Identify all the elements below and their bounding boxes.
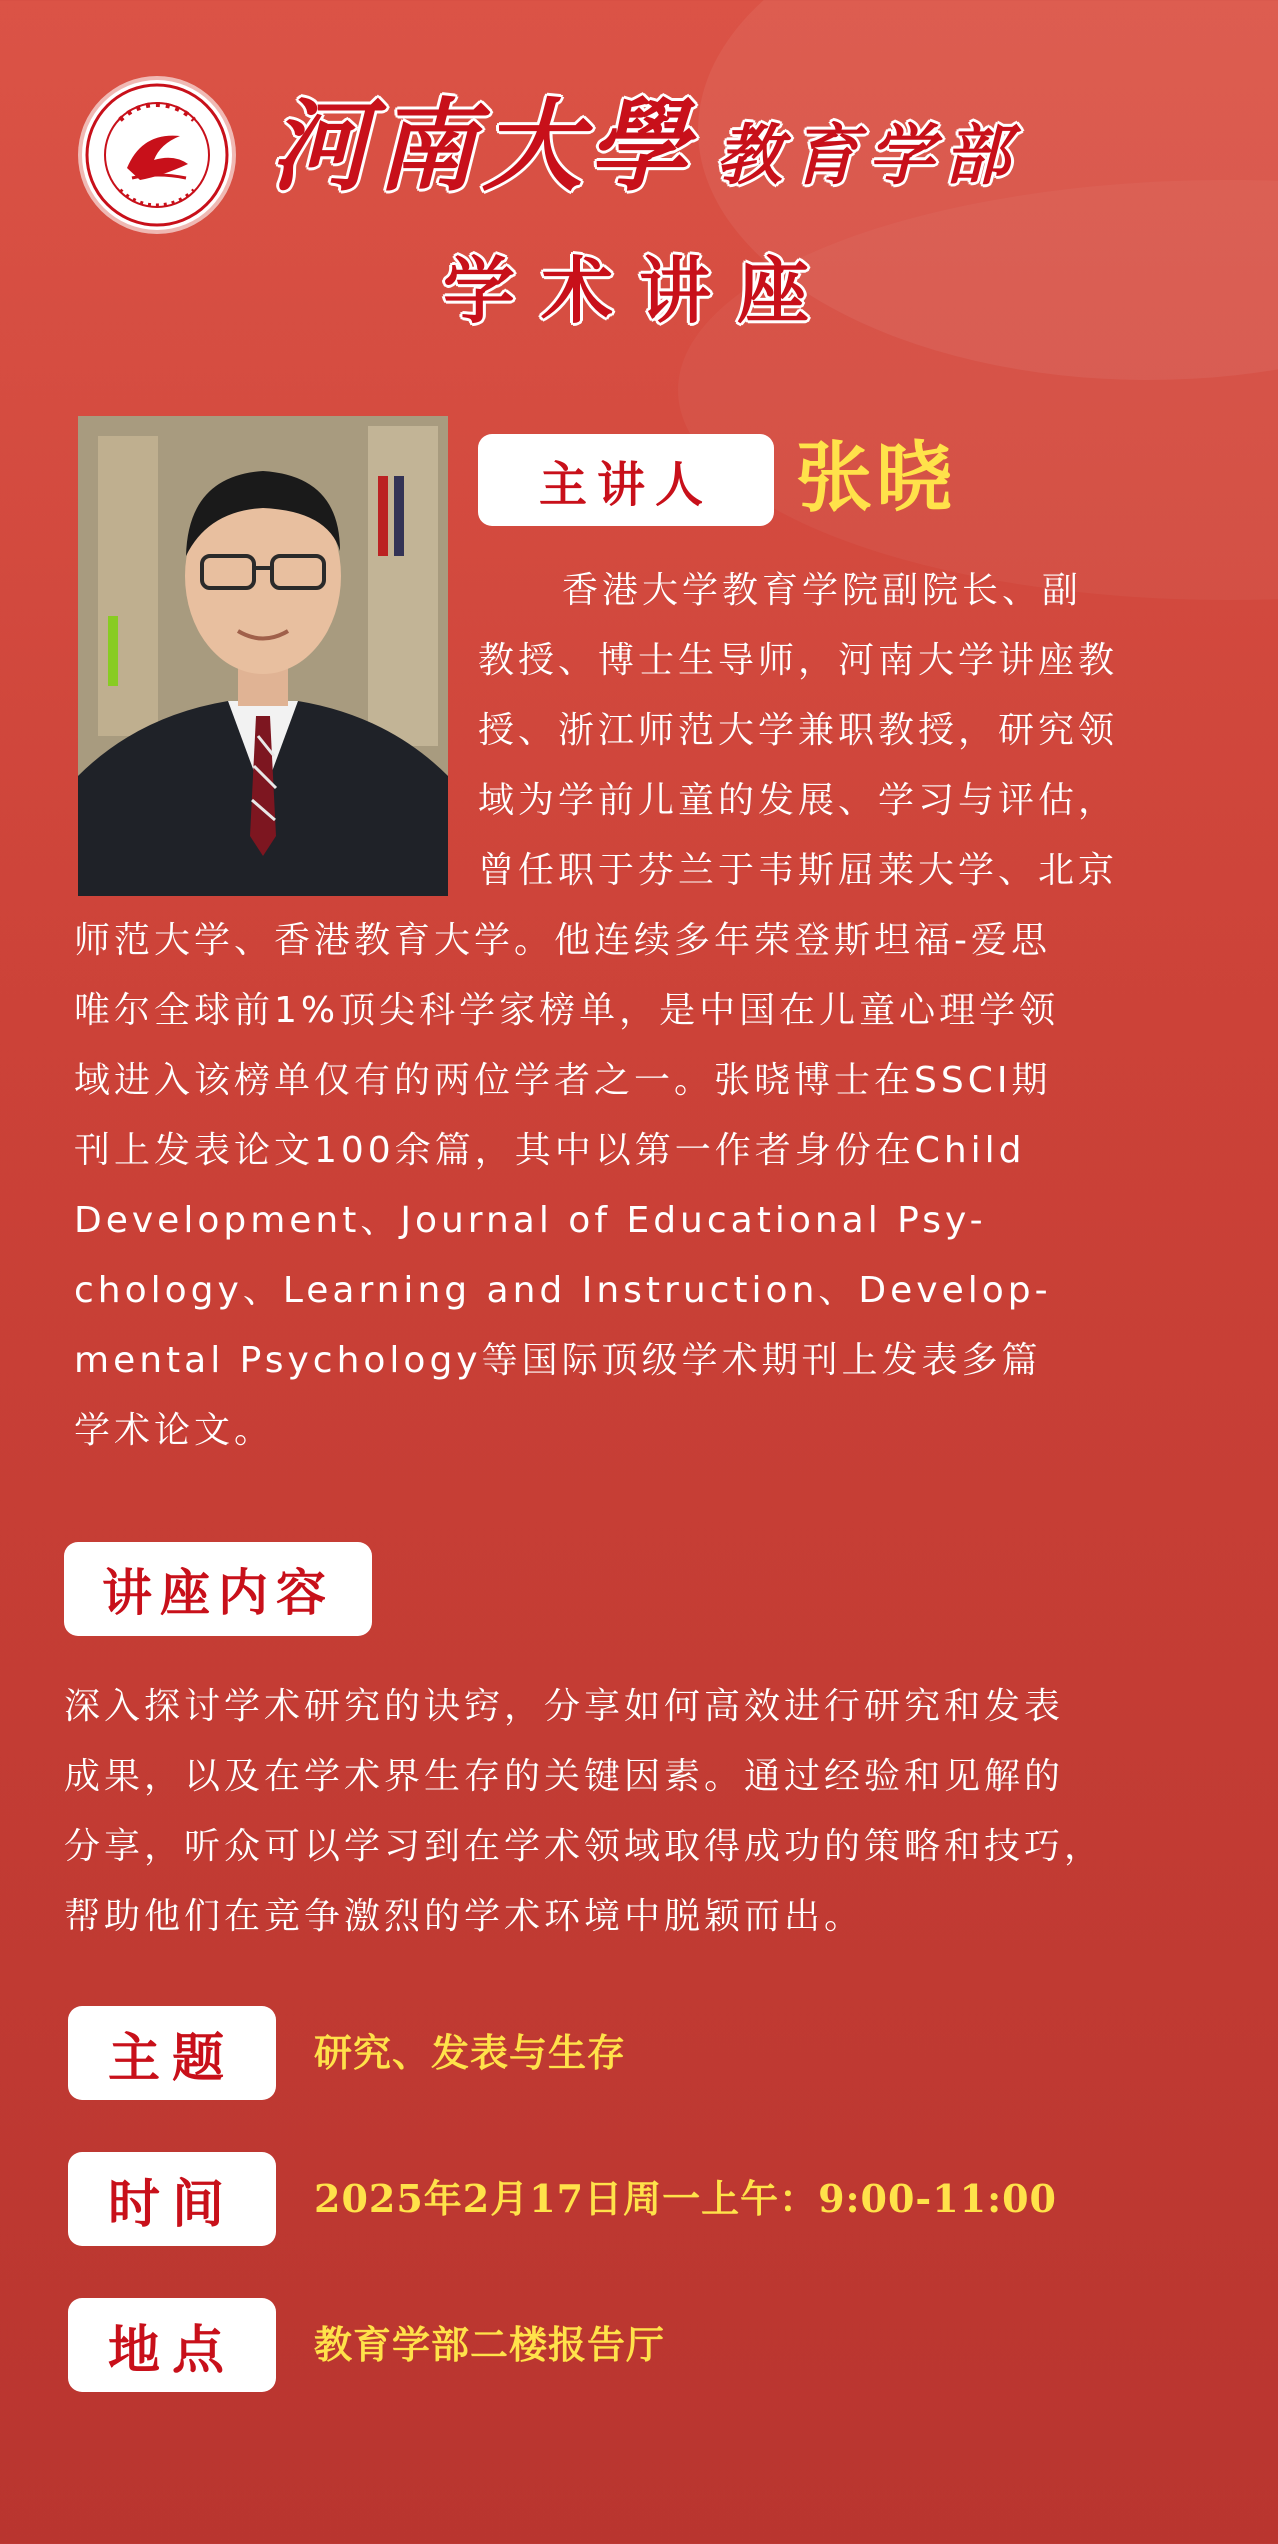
content-line: 成果，以及在学术界生存的关键因素。通过经验和见解的 xyxy=(64,1756,1065,1797)
bio-line: 域进入该榜单仅有的两位学者之一。张晓博士在SSCI期 xyxy=(74,1060,1052,1101)
topic-label-badge: 主题 xyxy=(68,2006,276,2100)
bio-line: 曾任职于芬兰于韦斯屈莱大学、北京 xyxy=(478,850,1119,891)
bio-line: 授、浙江师范大学兼职教授，研究领 xyxy=(478,710,1119,751)
bio-line: Development、Journal of Educational Psy- xyxy=(74,1200,987,1241)
bio-line: 域为学前儿童的发展、学习与评估， xyxy=(478,780,1119,821)
time-label-badge: 时间 xyxy=(68,2152,276,2246)
lecture-content xyxy=(64,1672,1214,1952)
bio-line: 唯尔全球前1%顶尖科学家榜单，是中国在儿童心理学领 xyxy=(74,990,1060,1031)
content-line: 帮助他们在竞争激烈的学术环境中脱颖而出。 xyxy=(64,1896,865,1937)
bio-line: 师范大学、香港教育大学。他连续多年荣登斯坦福-爱思 xyxy=(74,920,1051,961)
background-swoosh xyxy=(678,180,1278,600)
university-logo-icon xyxy=(82,80,232,230)
speaker-label-badge: 主讲人 xyxy=(478,434,774,526)
bio-line: 教授、博士生导师，河南大学讲座教 xyxy=(478,640,1119,681)
event-type-heading: 学术讲座 xyxy=(442,249,835,333)
header-title xyxy=(270,66,1020,205)
content-label-badge: 讲座内容 xyxy=(64,1542,372,1636)
bio-line: 刊上发表论文100余篇，其中以第一作者身份在Child xyxy=(74,1130,1026,1171)
topic-value: 研究、发表与生存 xyxy=(314,2030,627,2075)
speaker-bio xyxy=(74,556,1214,1466)
place-label-badge: 地点 xyxy=(68,2298,276,2392)
content-line: 分享，听众可以学习到在学术领域取得成功的策略和技巧， xyxy=(64,1826,1105,1867)
speaker-name: 张晓 xyxy=(796,433,956,522)
bio-line: mental Psychology等国际顶级学术期刊上发表多篇 xyxy=(74,1340,1042,1381)
bio-line: chology、Learning and Instruction、Develop- xyxy=(74,1270,1052,1311)
place-value: 教育学部二楼报告厅 xyxy=(314,2322,666,2367)
department-name: 教育学部 xyxy=(716,116,1020,194)
university-name: 河南大學 xyxy=(270,87,694,205)
time-value: 2025年2月17日周一上午：9:00-11:00 xyxy=(314,2176,1057,2221)
bio-line: 学术论文。 xyxy=(74,1410,275,1451)
content-line: 深入探讨学术研究的诀窍，分享如何高效进行研究和发表 xyxy=(64,1686,1065,1727)
bio-line: 香港大学教育学院副院长、副 xyxy=(562,570,1083,611)
